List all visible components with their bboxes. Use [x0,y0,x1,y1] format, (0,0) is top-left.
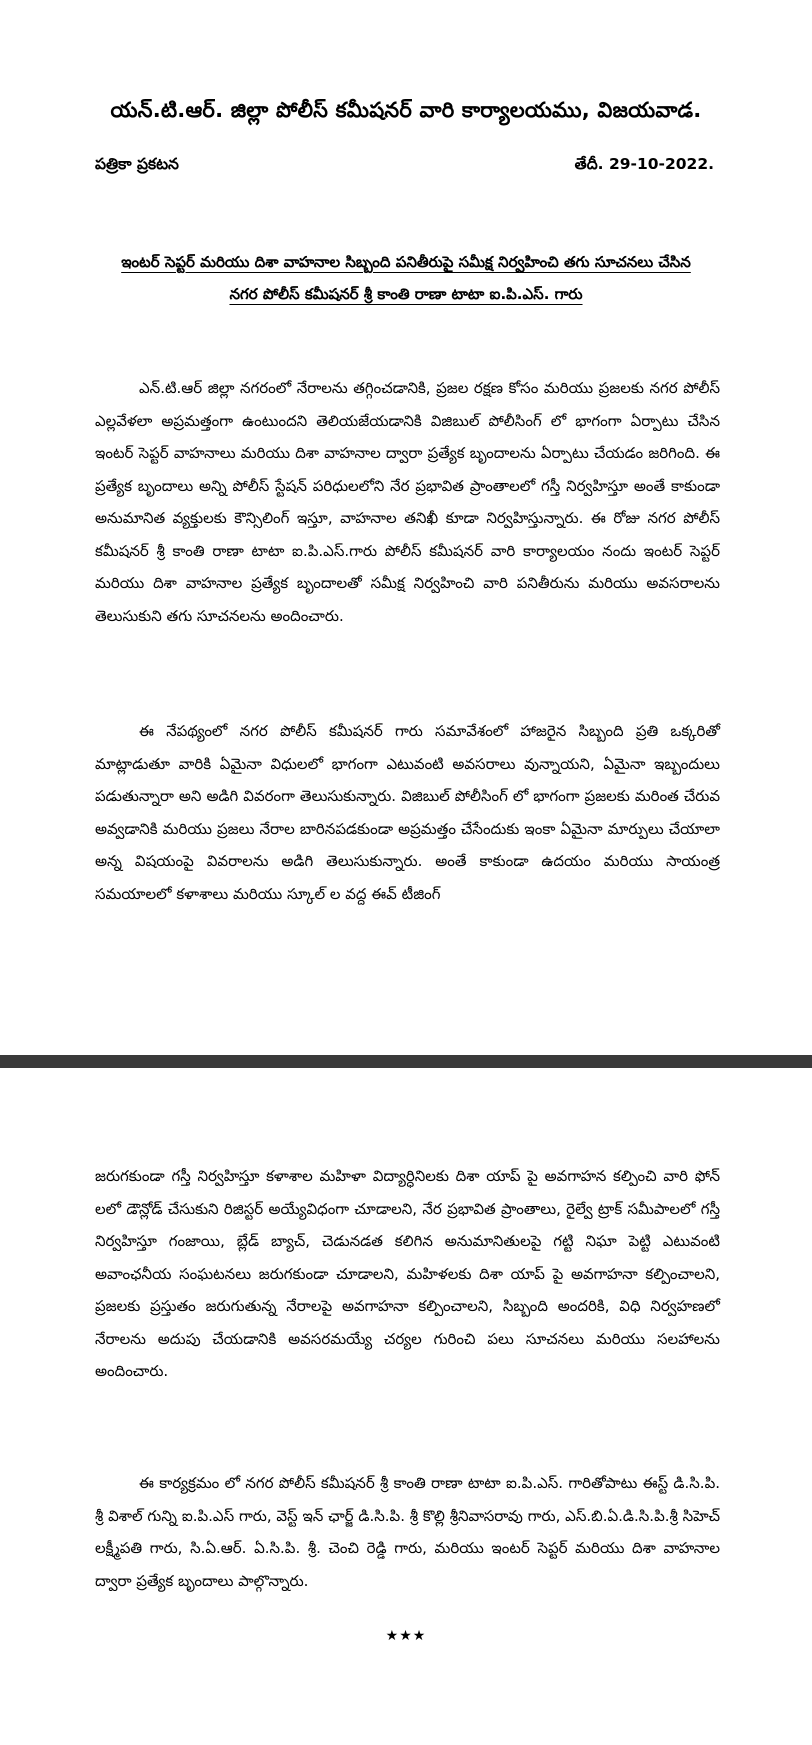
paragraph-2: ఈ నేపథ్యంలో నగర పోలీస్ కమీషనర్ గారు సమావేశంలో హాజరైన సిబ్బంది ప్రతి ఒక్కరితో మాట్లాడుతూ వారికి ఏమైనా విధులలో భాగంగా ఎటువంటి అవసరాలు వున్నాయని, ఏమైనా ఇబ్బందులు పడుతున్నారా అని అడిగి వివరంగా తెలుసుకున్నారు. విజిబుల్ పోలీసింగ్ లో భాగంగా ప్రజలకు మరింత చేరువ అవ్వడానికి మరియు ప్రజలు నేరాల బారినపడకుండా అప్రమత్తం చేసేందుకు ఇంకా ఏమైనా మార్పులు చేయాలా అన్న విషయంపై వివరాలను అడిగి తెలుసుకున్నారు. అంతే కాకుండా ఉదయం మరియు సాయంత్ర సమయాలలో కళాశాలు మరియు స్కూల్ ల వద్ద ఈవ్ టీజింగ్ [95,722,720,903]
paragraph-4: ఈ కార్యక్రమం లో నగర పోలీస్ కమీషనర్ శ్రీ కాంతి రాణా టాటా ఐ.పి.ఎస్. గారితోపాటు ఈస్ట్ డి.సి.పి. శ్రీ విశాల్ గున్ని ఐ.పి.ఎస్ గారు, వెస్ట్ ఇన్ ఛార్జ్ డి.సి.పి. శ్రీ కొల్లి శ్రీనివాసరావు గారు, ఎస్.బి.ఏ.డి.సి.పి.శ్రీ సిహెచ్ లక్ష్మీపతి గారు, సి.ఏ.ఆర్. ఏ.సి.పి. శ్రీ. చెంచి రెడ్డి గారు, మరియు ఇంటర్ సెప్టర్ మరియు దిశా వాహనాల ద్వారా ప్రత్యేక బృందాలు పాల్గొన్నారు. [95,1474,721,1590]
page-separator [0,1055,812,1068]
paragraph-3-continued: జరుగకుండా గస్తీ నిర్వహిస్తూ కళాశాల మహిళా విద్యార్ధినిలకు దిశా యాప్ పై అవగాహన కల్పించి వారి ఫోన్ లలో డౌన్లోడ్ చేసుకుని రిజిస్టర్ అయ్యేవిధంగా చూడాలని, నేర ప్రభావిత ప్రాంతాలు, రైల్వే ట్రాక్ సమీపాలలో గస్తీ నిర్వహిస్తూ గంజాయి, బ్లేడ్ బ్యాచ్, చెడునడత కలిగిన అనుమానితులపై గట్టి నిఘా పెట్టి ఎటువంటి అవాంఛనీయ సంఘటనలు జరుగకుండా చూడాలని, మహిళలకు దిశా యాప్ పై అవగాహనా కల్పించాలని, ప్రజలకు ప్రస్తుతం జరుగుతున్న నేరాలపై అవగాహనా కల్పించాలని, సిబ్బంది అందరికి, విధి నిర్వహణలో నేరాలను అదుపు చేయడానికి అవసరమయ్యే చర్యల గురించి పలు సూచనలు మరియు సలహాలను అందించారు. [95,1167,720,1380]
office-heading: యన్.టి.ఆర్. జిల్లా పోలీస్ కమీషనర్ వారి కార్యాలయము, విజయవాడ. [110,98,702,122]
paragraph-1: ఎన్.టి.ఆర్ జిల్లా నగరంలో నేరాలను తగ్గించడానికి, ప్రజల రక్షణ కోసం మరియు ప్రజలకు నగర పోలీస్ ఎల్లవేళలా అప్రమత్తంగా ఉంటుందని తెలియజేయడానికి విజిబుల్ పోలీసింగ్ లో భాగంగా ఏర్పాటు చేసిన ఇంటర్ సెప్టర్ వాహనాలు మరియు దిశా వాహనాల ద్వారా ప్రత్యేక బృందాలను ఏర్పాటు చేయడం జరిగింది. ఈ ప్రత్యేక బృందాలు అన్ని పోలీస్ స్టేషన్ పరిధులలోని నేర ప్రభావిత ప్రాంతాలలో గస్తీ నిర్వహిస్తూ అంతే కాకుండా అనుమానిత వ్యక్తులకు కౌన్సిలింగ్ ఇస్తూ, వాహనాల తనిఖీ కూడా నిర్వహిస్తున్నారు. ఈ రోజు నగర పోలీస్ కమీషనర్ శ్రీ కాంతి రాణా టాటా ఐ.పి.ఎస్.గారు పోలీస్ కమీషనర్ వారి కార్యాలయం నందు ఇంటర్ సెప్టర్ మరియు దిశా వాహనాల ప్రత్యేక బృందాలతో సమీక్ష నిర్వహించి వారి పనితీరును మరియు అవసరాలను తెలుసుకుని తగు సూచనలను అందించారు. [95,379,720,625]
subject-line-1: ఇంటర్ సెప్టర్ మరియు దిశా వాహనాల సిబ్బంది పనితీరుపై సమీక్ష నిర్వహించి తగు సూచనలు చేసిన [121,253,691,271]
press-release-label: పత్రికా ప్రకటన [95,155,179,173]
release-date: తేదీ. 29-10-2022. [574,155,714,173]
subject-block [80,246,732,310]
end-stars: ★★★ [385,1628,427,1644]
subject-line-2: నగర పోలీస్ కమీషనర్ శ్రీ కాంతి రాణా టాటా ఐ.పి.ఎస్. గారు [229,285,583,303]
